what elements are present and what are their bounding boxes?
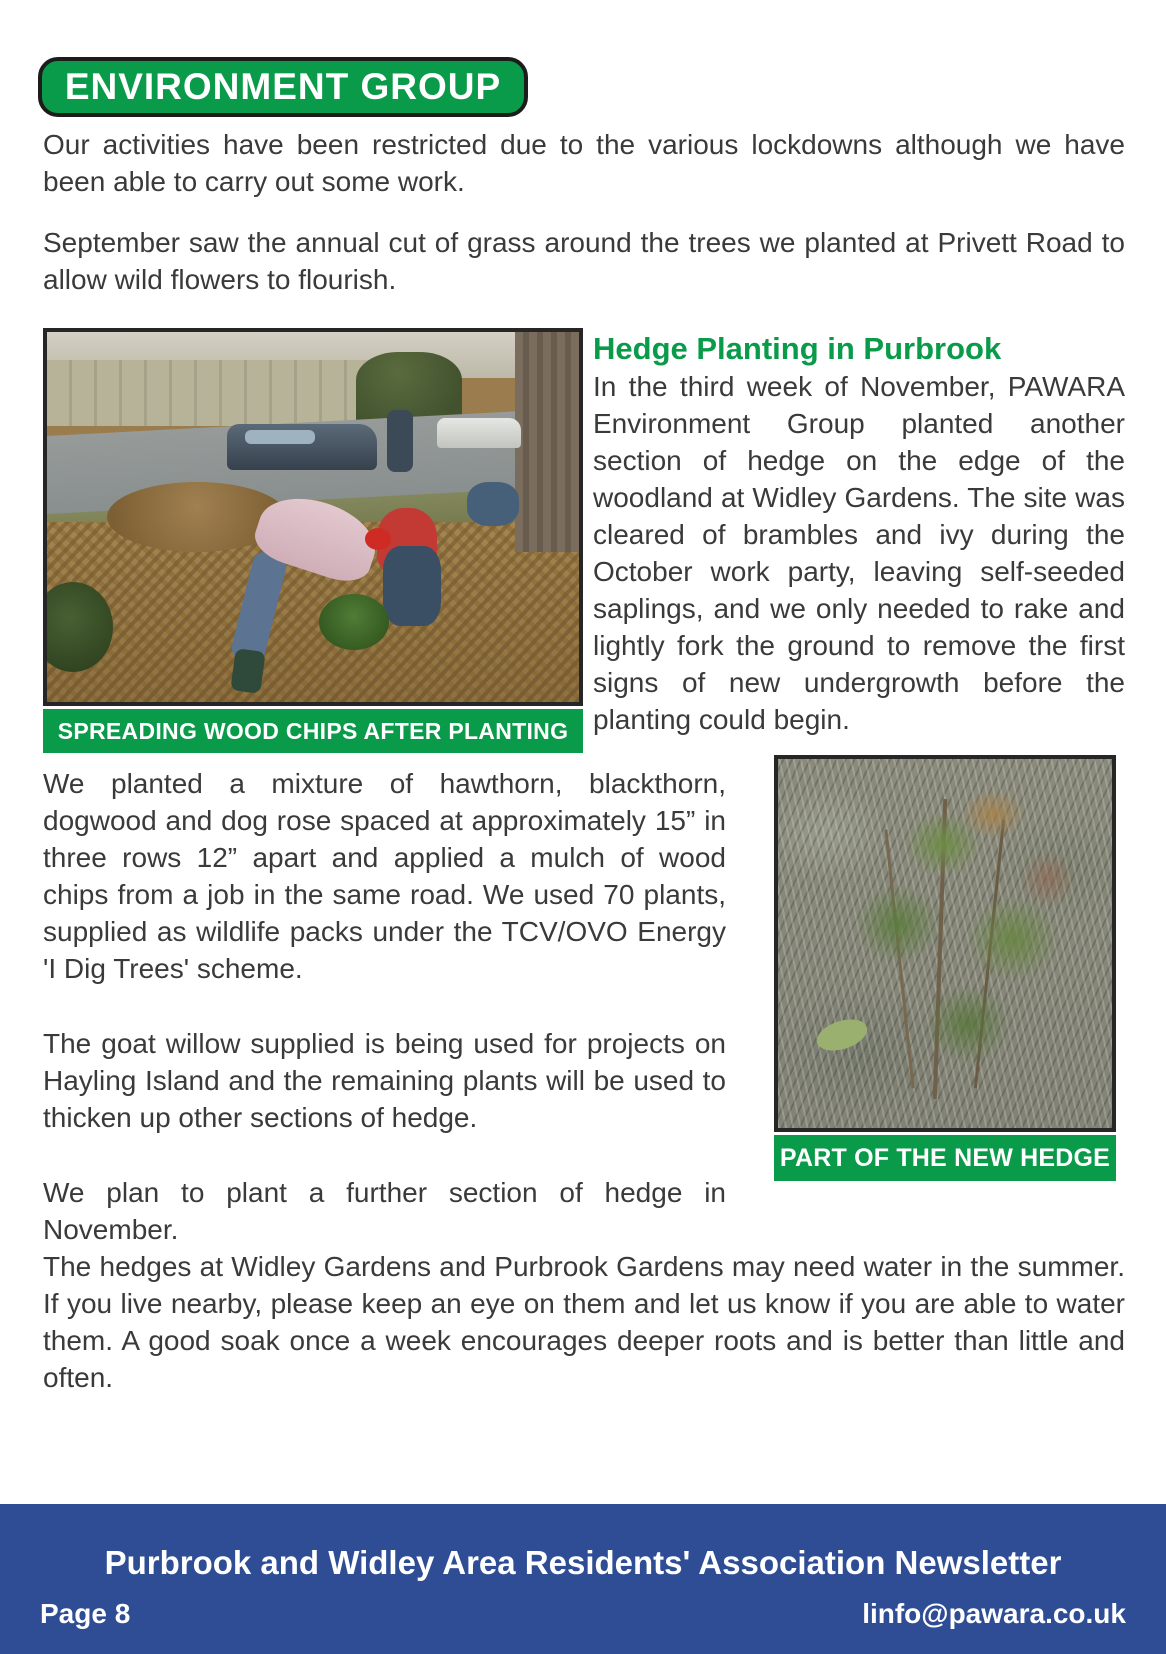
planting-paragraph-2: The goat willow supplied is being used for projects on Hayling Island and the remaining plants will be used to thicken up other sections of hedge. bbox=[43, 1028, 726, 1133]
photo1-red-cap bbox=[365, 528, 391, 550]
hedge-planting-paragraph: In the third week of November, PAWARA Environment Group planted another section of hedge on the edge of the woodland at Widley Gardens. The site was cleared of brambles and ivy during the October work party, leaving self-seeded saplings, and we only needed to rake and lightly fork the ground to remove the first signs of new undergrowth before the planting could begin. bbox=[593, 371, 1125, 735]
photo1-standing-figure bbox=[387, 410, 413, 472]
photo1-green-plant bbox=[319, 594, 389, 650]
intro-paragraph-1: Our activities have been restricted due to the various lockdowns although we have been able to carry out some work. bbox=[43, 129, 1125, 197]
planting-details-row bbox=[43, 765, 1125, 1248]
caption-part-of-new-hedge: PART OF THE NEW HEDGE bbox=[774, 1135, 1116, 1181]
page-content bbox=[43, 126, 1125, 1396]
intro-paragraph-2: September saw the annual cut of grass around the trees we planted at Privett Road to allow wild flowers to flourish. bbox=[43, 227, 1125, 295]
planting-paragraph-1: We planted a mixture of hawthorn, blackthorn, dogwood and dog rose spaced at approximately 15” in three rows 12” apart and applied a mulch of wood chips from a job in the same road. We used 70 plants, supplied as wildlife packs under the TCV/OVO Energy 'I Dig Trees' scheme. bbox=[43, 768, 726, 984]
photo-spreading-wood-chips bbox=[43, 328, 583, 706]
photo-part-of-new-hedge bbox=[774, 755, 1116, 1132]
photo1-tree-trunk bbox=[515, 332, 579, 552]
photo1-worker-boot bbox=[230, 648, 266, 694]
photo1-worker2-body bbox=[383, 546, 441, 626]
photo2-foliage bbox=[908, 969, 1028, 1079]
photo2-foliage bbox=[1008, 839, 1088, 919]
banner-label: ENVIRONMENT GROUP bbox=[64, 66, 502, 107]
footer-band bbox=[0, 1504, 1166, 1654]
closing-paragraph: The hedges at Widley Gardens and Purbrook Gardens may need water in the summer. If you live nearby, please keep an eye on them and let us know if you are able to water them. A good soak once a week encourages deeper roots and is better than little and often. bbox=[43, 1251, 1125, 1393]
hedge-planting-column bbox=[593, 328, 1125, 753]
photo1-white-car bbox=[437, 418, 521, 448]
hedge-planting-row bbox=[43, 328, 1125, 753]
planting-details-column bbox=[43, 765, 726, 1248]
wood-chips-photo-block bbox=[43, 328, 583, 753]
photo1-dark-car bbox=[227, 424, 377, 470]
environment-group-banner bbox=[38, 57, 528, 117]
footer-info-row bbox=[0, 1598, 1166, 1630]
planting-paragraph-3: We plan to plant a further section of hedge in November. bbox=[43, 1177, 726, 1245]
new-hedge-photo-block bbox=[774, 755, 1116, 1248]
heading-hedge-planting: Hedge Planting in Purbrook bbox=[593, 331, 1002, 366]
contact-email: linfo@pawara.co.uk bbox=[862, 1598, 1126, 1629]
photo2-foliage bbox=[838, 869, 958, 979]
page-number: Page 8 bbox=[40, 1598, 131, 1629]
photo1-kneeling-figure bbox=[467, 482, 519, 526]
caption-spreading-wood-chips: SPREADING WOOD CHIPS AFTER PLANTING bbox=[43, 709, 583, 753]
newsletter-title: Purbrook and Widley Area Residents' Association Newsletter bbox=[104, 1544, 1062, 1581]
